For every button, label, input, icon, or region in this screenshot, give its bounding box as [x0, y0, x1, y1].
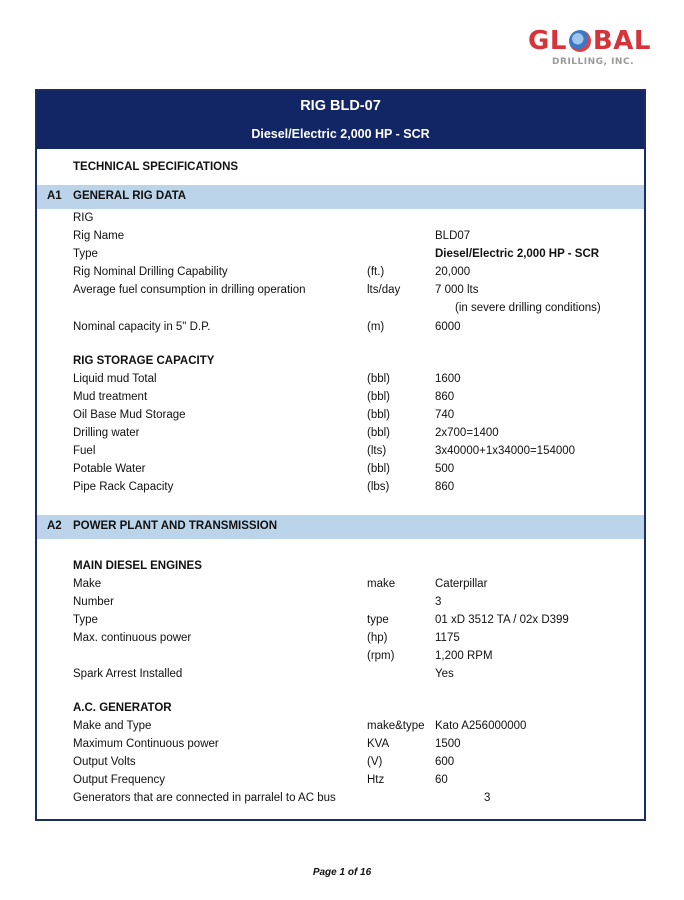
section-a1-band	[37, 185, 644, 209]
spec-value: Caterpillar	[435, 578, 488, 590]
spec-row	[37, 321, 644, 339]
section-a2-band	[37, 515, 644, 539]
spec-value: 860	[435, 391, 455, 403]
spec-row	[37, 792, 644, 810]
spec-label: Make	[73, 578, 102, 590]
spec-label: Type	[73, 614, 98, 626]
global-drilling-logo	[528, 26, 651, 74]
spec-value: BLD07	[435, 230, 471, 242]
spec-label: Mud treatment	[73, 391, 148, 403]
rig-heading-row	[37, 212, 644, 230]
spec-unit: KVA	[367, 738, 390, 750]
engines-heading: MAIN DIESEL ENGINES	[73, 560, 202, 572]
spec-value: 2x700=1400	[435, 427, 499, 439]
spec-value: 1175	[435, 632, 460, 644]
header-band	[37, 91, 644, 149]
spec-unit: (lbs)	[367, 481, 390, 493]
spec-unit: (hp)	[367, 632, 388, 644]
spec-label: Liquid mud Total	[73, 373, 157, 385]
fuel-note-row	[37, 302, 644, 320]
spec-value: 1500	[435, 738, 461, 750]
spec-unit: (rpm)	[367, 650, 395, 662]
spec-unit: (lts)	[367, 445, 387, 457]
spec-label: Number	[73, 596, 114, 608]
spec-row	[37, 463, 644, 481]
spec-row	[37, 738, 644, 756]
spec-label: Maximum Continuous power	[73, 738, 219, 750]
spec-value: 20,000	[435, 266, 471, 278]
spec-row	[37, 632, 644, 650]
spec-row	[37, 445, 644, 463]
spec-unit: Htz	[367, 774, 385, 786]
logo-subtitle: DRILLING, INC.	[552, 57, 634, 67]
spec-label: Output Frequency	[73, 774, 166, 786]
spec-label: Potable Water	[73, 463, 146, 475]
page-number: Page 1 of 16	[312, 867, 372, 878]
spec-value: 3	[435, 596, 442, 608]
spec-unit: type	[367, 614, 389, 626]
section-number: A1	[47, 190, 62, 202]
spec-row	[37, 248, 644, 266]
spec-unit: (V)	[367, 756, 383, 768]
spec-unit: (bbl)	[367, 427, 391, 439]
spec-row	[37, 650, 644, 668]
spec-unit: (bbl)	[367, 373, 391, 385]
spec-row	[37, 596, 644, 614]
spec-value: 500	[435, 463, 455, 475]
spec-value: 3x40000+1x34000=154000	[435, 445, 576, 457]
spec-value: Kato A256000000	[435, 720, 527, 732]
generator-heading: A.C. GENERATOR	[73, 702, 172, 714]
spec-label: Spark Arrest Installed	[73, 668, 183, 680]
spec-row	[37, 409, 644, 427]
spec-value: 7 000 lts	[435, 284, 479, 296]
spec-unit: (bbl)	[367, 391, 391, 403]
section-label: GENERAL RIG DATA	[73, 190, 187, 202]
spec-value: Yes	[435, 668, 454, 680]
logo-text-right: BAL	[592, 26, 651, 56]
spec-unit: (bbl)	[367, 463, 391, 475]
spec-label: Drilling water	[73, 427, 140, 439]
spec-value: 3	[484, 792, 491, 804]
logo-text-left: GL	[528, 26, 567, 56]
spec-label: Generators that are connected in parralel to AC bus	[73, 792, 336, 804]
spec-label: Nominal capacity in 5" D.P.	[73, 321, 211, 333]
spec-value: 740	[435, 409, 455, 421]
logo-wordmark	[528, 26, 651, 56]
technical-specifications-heading: TECHNICAL SPECIFICATIONS	[73, 161, 239, 173]
spec-label: Average fuel consumption in drilling operation	[73, 284, 306, 296]
spec-label: Type	[73, 248, 98, 260]
globe-icon	[569, 30, 591, 52]
spec-value: 600	[435, 756, 455, 768]
spec-unit: (ft.)	[367, 266, 385, 278]
spec-label: Oil Base Mud Storage	[73, 409, 186, 421]
spec-value: 60	[435, 774, 448, 786]
spec-unit: make&type	[367, 720, 425, 732]
spec-row	[37, 266, 644, 284]
spec-value: 1600	[435, 373, 461, 385]
rig-title: RIG BLD-07	[300, 98, 381, 114]
rig-subtitle: Diesel/Electric 2,000 HP - SCR	[251, 127, 430, 141]
spec-row	[37, 774, 644, 792]
spec-row	[37, 230, 644, 248]
section-label: POWER PLANT AND TRANSMISSION	[73, 520, 278, 532]
spec-row	[37, 756, 644, 774]
spec-label: Max. continuous power	[73, 632, 192, 644]
spec-label: Make and Type	[73, 720, 152, 732]
spec-unit: (bbl)	[367, 409, 391, 421]
rig-heading: RIG	[73, 212, 94, 224]
spec-row	[37, 578, 644, 596]
spec-label: Rig Nominal Drilling Capability	[73, 266, 228, 278]
spec-value: 6000	[435, 321, 461, 333]
spec-label: Output Volts	[73, 756, 136, 768]
fuel-note: (in severe drilling conditions)	[455, 302, 601, 314]
spec-row	[37, 373, 644, 391]
spec-unit: (m)	[367, 321, 385, 333]
generator-heading-row	[37, 702, 644, 720]
spec-label: Fuel	[73, 445, 96, 457]
spec-row	[37, 481, 644, 499]
spec-value: 1,200 RPM	[435, 650, 493, 662]
spec-value: 01 xD 3512 TA / 02x D399	[435, 614, 569, 626]
spec-label: Rig Name	[73, 230, 125, 242]
spec-row	[37, 284, 644, 302]
spec-row	[37, 668, 644, 686]
spec-unit: make	[367, 578, 396, 590]
section-number: A2	[47, 520, 62, 532]
engines-heading-row	[37, 560, 644, 578]
spec-row	[37, 720, 644, 738]
spec-row	[37, 614, 644, 632]
spec-row	[37, 391, 644, 409]
spec-sheet-frame	[35, 89, 646, 821]
spec-value: Diesel/Electric 2,000 HP - SCR	[435, 248, 600, 260]
spec-unit: lts/day	[367, 284, 401, 296]
spec-label: Pipe Rack Capacity	[73, 481, 174, 493]
spec-row	[37, 427, 644, 445]
storage-heading: RIG STORAGE CAPACITY	[73, 355, 215, 367]
spec-value: 860	[435, 481, 455, 493]
storage-heading-row	[37, 355, 644, 373]
